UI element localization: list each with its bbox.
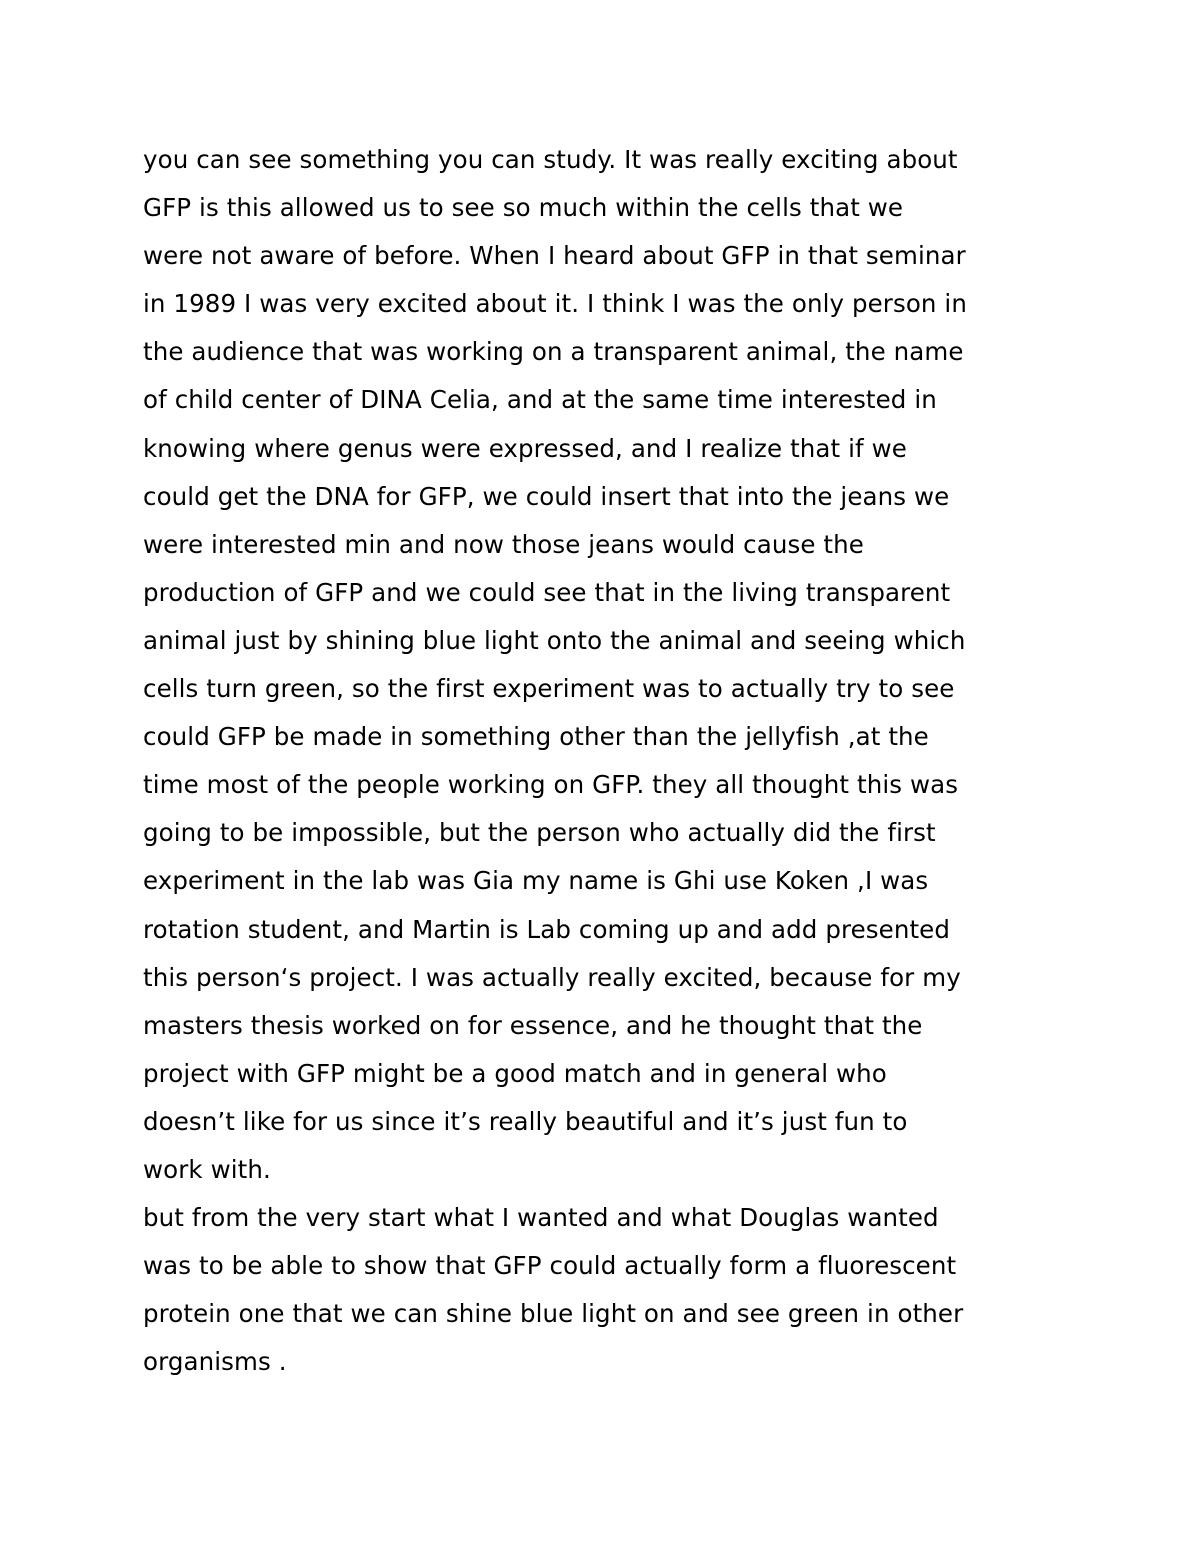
text-line: were not aware of before. When I heard about GFP in that seminar	[143, 241, 966, 271]
text-line: doesn’t like for us since it’s really beautiful and it’s just fun to	[143, 1106, 908, 1136]
text-line: but from the very start what I wanted and what Douglas wanted	[143, 1203, 939, 1233]
text-line: project with GFP might be a good match and in general who	[143, 1058, 887, 1088]
text-line: could GFP be made in something other than the jellyfish ,at the	[143, 722, 929, 752]
body-text	[143, 136, 1103, 1386]
text-line: the audience that was working on a transparent animal, the name	[143, 337, 964, 367]
text-line: time most of the people working on GFP. they all thought this was	[143, 770, 959, 800]
text-line: you can see something you can study. It was really exciting about	[143, 145, 958, 174]
text-line: experiment in the lab was Gia my name is Ghi use Koken ,I was	[143, 866, 929, 896]
text-line: of child center of DINA Celia, and at the same time interested in	[143, 385, 937, 415]
text-line: going to be impossible, but the person who actually did the first	[143, 818, 936, 848]
text-line: masters thesis worked on for essence, and he thought that the	[143, 1010, 923, 1040]
text-line: this person‘s project. I was actually really excited, because for my	[143, 962, 961, 992]
text-line: were interested min and now those jeans would cause the	[143, 529, 864, 559]
text-line: knowing where genus were expressed, and I realize that if we	[143, 433, 907, 463]
text-line: production of GFP and we could see that in the living transparent	[143, 577, 951, 607]
text-line: work with.	[143, 1154, 271, 1184]
text-line: protein one that we can shine blue light on and see green in other	[143, 1299, 964, 1329]
text-line: organisms .	[143, 1347, 287, 1377]
text-line: GFP is this allowed us to see so much within the cells that we	[143, 193, 904, 223]
text-line: could get the DNA for GFP, we could insert that into the jeans we	[143, 481, 950, 511]
text-line: rotation student, and Martin is Lab coming up and add presented	[143, 914, 950, 944]
text-line: in 1989 I was very excited about it. I think I was the only person in	[143, 289, 967, 319]
text-line: animal just by shining blue light onto the animal and seeing which	[143, 625, 966, 655]
text-line: cells turn green, so the first experiment was to actually try to see	[143, 674, 955, 704]
text-line: was to be able to show that GFP could actually form a fluorescent	[143, 1251, 957, 1281]
